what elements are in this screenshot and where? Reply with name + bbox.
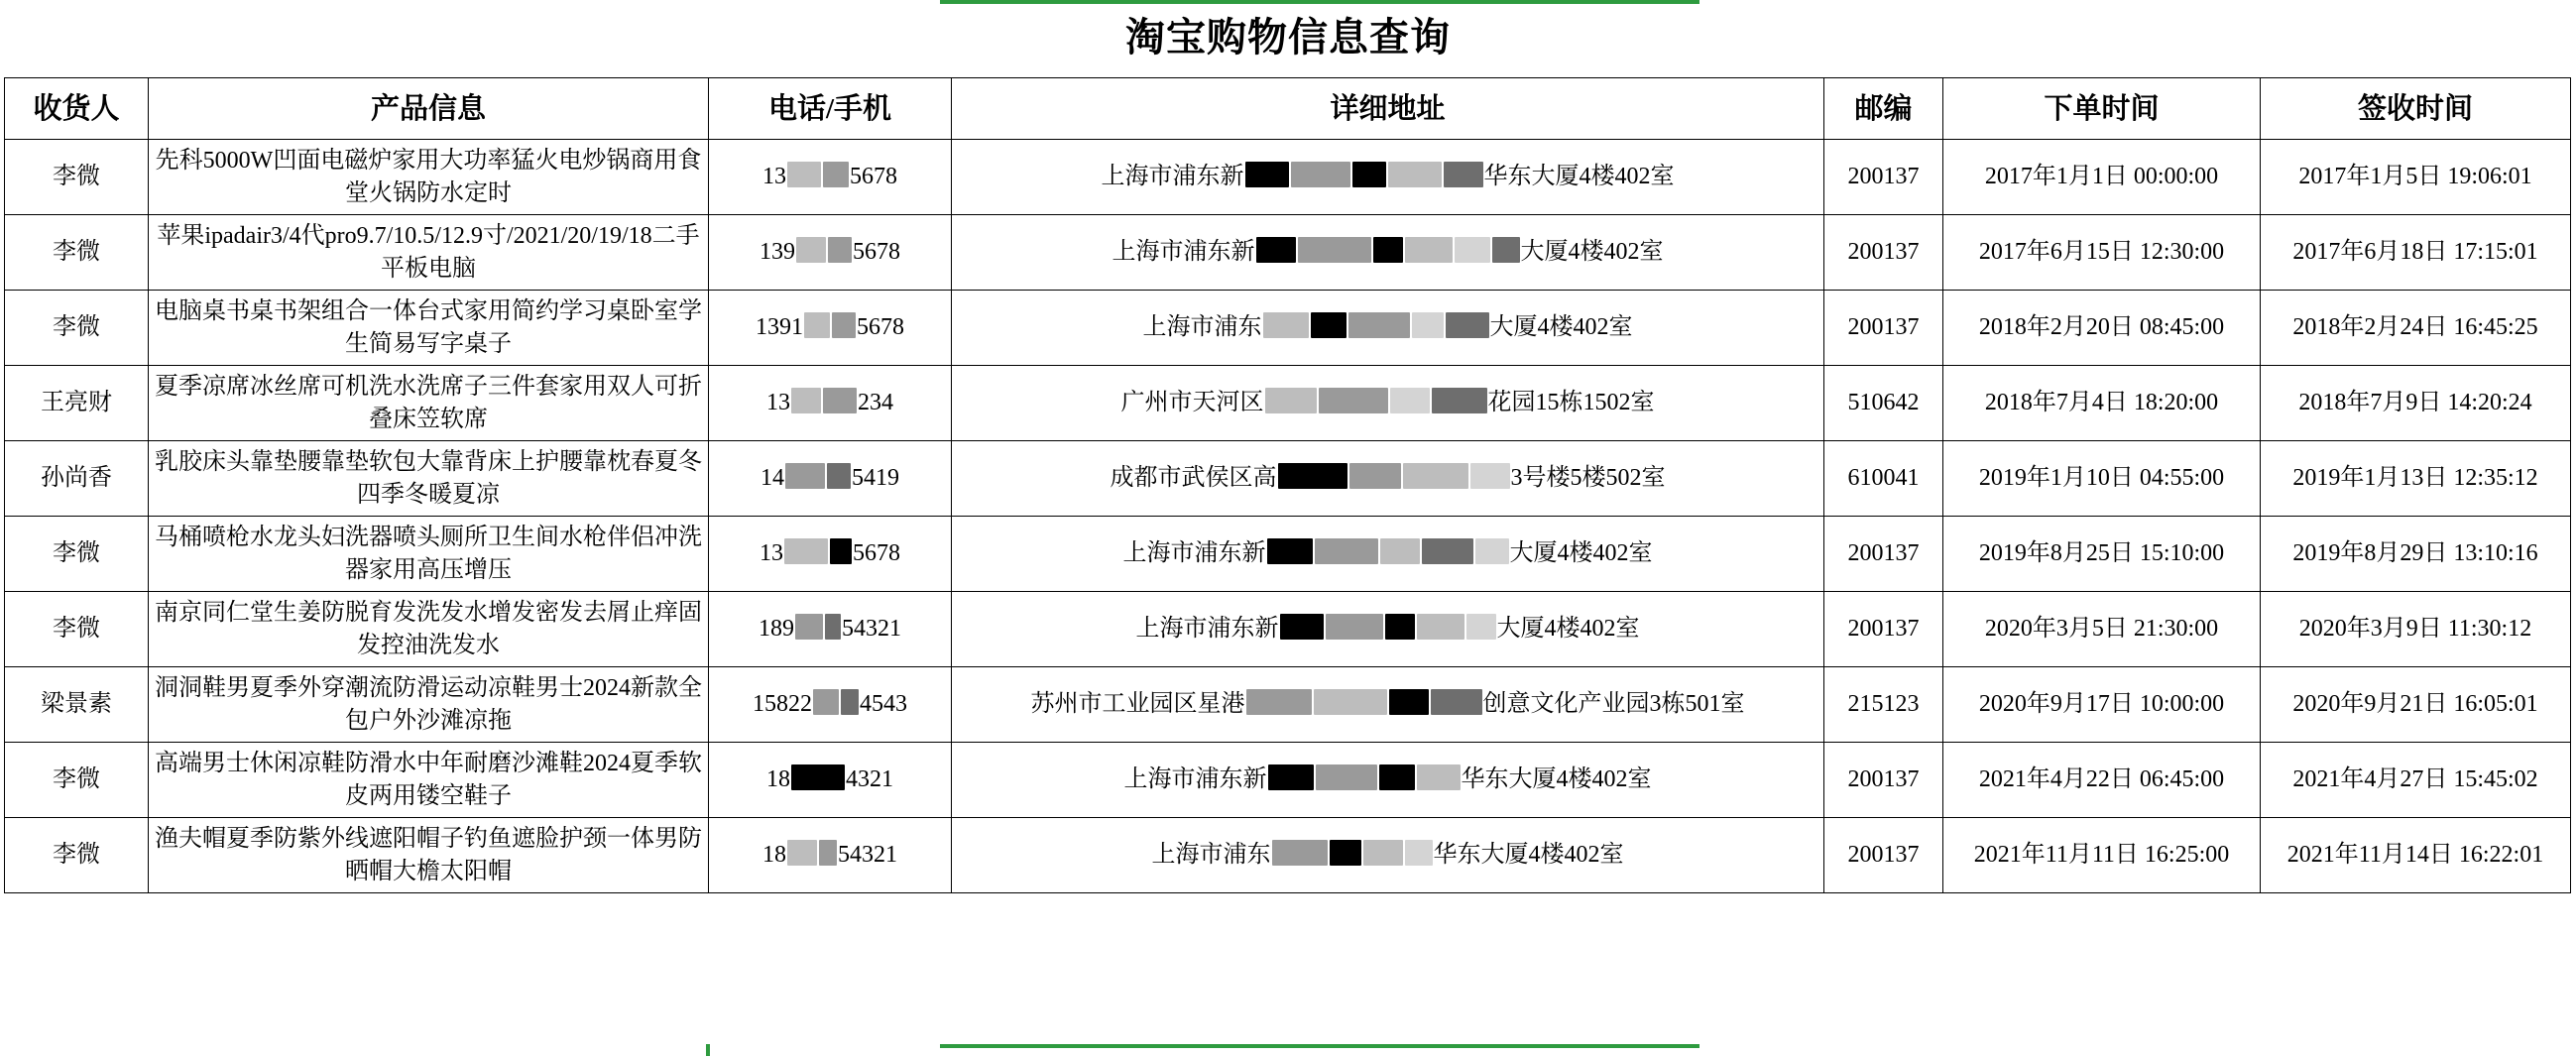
cell-phone — [709, 366, 952, 441]
redaction-block — [1417, 614, 1464, 640]
phone-suffix: 5678 — [850, 164, 897, 189]
cell-recipient: 李微 — [5, 818, 149, 893]
redaction-block — [823, 162, 849, 187]
address-suffix: 华东大厦4楼402室 — [1483, 164, 1675, 189]
phone-suffix: 5678 — [853, 540, 900, 566]
redaction-block — [1267, 538, 1313, 564]
cell-product: 洞洞鞋男夏季外穿潮流防滑运动凉鞋男士2024新款全包户外沙滩凉拖 — [149, 667, 709, 743]
redaction-block — [1385, 614, 1415, 640]
redaction-block — [1492, 237, 1520, 263]
cell-recipient: 李微 — [5, 291, 149, 366]
address-suffix: 华东大厦4楼402室 — [1433, 842, 1624, 868]
redaction-block — [1470, 463, 1510, 489]
phone-suffix: 5419 — [852, 465, 899, 491]
bottom-accent-tick — [706, 1044, 710, 1056]
table-row — [5, 743, 2571, 818]
redaction-block — [1315, 538, 1378, 564]
cell-phone — [709, 517, 952, 592]
cell-phone — [709, 215, 952, 291]
column-header-order-time: 下单时间 — [1943, 78, 2261, 140]
cell-recipient: 孙尚香 — [5, 441, 149, 517]
cell-product: 苹果ipadair3/4代pro9.7/10.5/12.9寸/2021/20/19/18二手平板电脑 — [149, 215, 709, 291]
redaction-block — [828, 237, 852, 263]
address-prefix: 上海市浦东 — [1142, 314, 1262, 340]
redaction-block — [1431, 689, 1482, 715]
address-suffix: 大厦4楼402室 — [1509, 540, 1653, 566]
address-suffix: 创意文化产业园3栋501室 — [1482, 691, 1745, 717]
cell-sign-time: 2021年11月14日 16:22:01 — [2261, 818, 2571, 893]
cell-zip: 200137 — [1824, 517, 1943, 592]
redaction-block — [1263, 312, 1309, 338]
cell-order-time: 2019年1月10日 04:55:00 — [1943, 441, 2261, 517]
cell-product: 马桶喷枪水龙头妇洗器喷头厕所卫生间水枪伴侣冲洗器家用高压增压 — [149, 517, 709, 592]
cell-order-time: 2018年2月20日 08:45:00 — [1943, 291, 2261, 366]
redaction-block — [1412, 312, 1444, 338]
cell-zip: 200137 — [1824, 140, 1943, 215]
redaction-block — [795, 614, 823, 640]
redaction-block — [1405, 237, 1453, 263]
redaction-block — [1389, 689, 1429, 715]
redaction-block — [1380, 538, 1420, 564]
redaction-block — [1326, 614, 1383, 640]
cell-zip: 200137 — [1824, 215, 1943, 291]
table-row — [5, 592, 2571, 667]
address-prefix: 上海市浦东 — [1151, 842, 1271, 868]
redaction-block — [804, 312, 830, 338]
cell-order-time: 2017年1月1日 00:00:00 — [1943, 140, 2261, 215]
phone-prefix: 1391 — [756, 314, 803, 340]
phone-prefix: 189 — [759, 616, 794, 642]
redaction-block — [1446, 312, 1489, 338]
cell-recipient: 李微 — [5, 517, 149, 592]
table-row — [5, 517, 2571, 592]
cell-zip: 510642 — [1824, 366, 1943, 441]
bottom-accent-rule — [940, 1044, 1699, 1048]
cell-product: 高端男士休闲凉鞋防滑水中年耐磨沙滩鞋2024夏季软皮两用镂空鞋子 — [149, 743, 709, 818]
cell-address — [952, 215, 1824, 291]
table-row — [5, 366, 2571, 441]
redaction-block — [1373, 237, 1403, 263]
redaction-block — [1278, 463, 1347, 489]
redaction-block — [791, 764, 845, 790]
phone-prefix: 13 — [766, 390, 790, 415]
redaction-block — [823, 388, 857, 413]
column-header-recipient: 收货人 — [5, 78, 149, 140]
cell-product: 先科5000W凹面电磁炉家用大功率猛火电炒锅商用食堂火锅防水定时 — [149, 140, 709, 215]
redaction-block — [1417, 764, 1461, 790]
cell-address — [952, 441, 1824, 517]
redaction-block — [1311, 312, 1347, 338]
redaction-block — [1432, 388, 1487, 413]
address-prefix: 上海市浦东新 — [1122, 540, 1266, 566]
cell-sign-time: 2020年9月21日 16:05:01 — [2261, 667, 2571, 743]
redaction-block — [1314, 689, 1387, 715]
cell-phone — [709, 140, 952, 215]
address-prefix: 上海市浦东新 — [1123, 766, 1267, 792]
table-row — [5, 818, 2571, 893]
cell-sign-time: 2019年8月29日 13:10:16 — [2261, 517, 2571, 592]
cell-zip: 200137 — [1824, 743, 1943, 818]
cell-phone — [709, 441, 952, 517]
cell-zip: 215123 — [1824, 667, 1943, 743]
column-header-phone: 电话/手机 — [709, 78, 952, 140]
redaction-block — [1363, 840, 1403, 866]
redaction-block — [785, 463, 825, 489]
cell-recipient: 梁景素 — [5, 667, 149, 743]
redaction-block — [1475, 538, 1509, 564]
table-row — [5, 441, 2571, 517]
cell-product: 南京同仁堂生姜防脱育发洗发水增发密发去屑止痒固发控油洗发水 — [149, 592, 709, 667]
phone-suffix: 4321 — [846, 766, 893, 792]
cell-product: 电脑桌书桌书架组合一体台式家用简约学习桌卧室学生简易写字桌子 — [149, 291, 709, 366]
redaction-block — [1256, 237, 1296, 263]
purchase-info-table — [4, 77, 2571, 893]
cell-phone — [709, 592, 952, 667]
phone-suffix: 54321 — [842, 616, 901, 642]
redaction-block — [1319, 388, 1388, 413]
address-suffix: 大厦4楼402室 — [1520, 239, 1664, 265]
address-suffix: 3号楼5楼502室 — [1510, 465, 1666, 491]
phone-suffix: 4543 — [860, 691, 907, 717]
top-accent-rule — [940, 0, 1699, 4]
redaction-block — [841, 689, 859, 715]
redaction-block — [825, 614, 841, 640]
address-suffix: 大厦4楼402室 — [1496, 616, 1640, 642]
cell-address — [952, 818, 1824, 893]
redaction-block — [1280, 614, 1324, 640]
phone-prefix: 139 — [760, 239, 795, 265]
redaction-block — [1388, 162, 1442, 187]
column-header-sign-time: 签收时间 — [2261, 78, 2571, 140]
redaction-block — [1265, 388, 1317, 413]
redaction-block — [1291, 162, 1350, 187]
phone-suffix: 54321 — [838, 842, 897, 868]
cell-address — [952, 743, 1824, 818]
redaction-block — [1272, 840, 1328, 866]
cell-recipient: 李微 — [5, 140, 149, 215]
address-prefix: 上海市浦东新 — [1112, 239, 1255, 265]
redaction-block — [1348, 312, 1410, 338]
cell-phone — [709, 818, 952, 893]
cell-product: 夏季凉席冰丝席可机洗水洗席子三件套家用双人可折叠床笠软席 — [149, 366, 709, 441]
redaction-block — [1390, 388, 1430, 413]
cell-zip: 200137 — [1824, 291, 1943, 366]
cell-zip: 610041 — [1824, 441, 1943, 517]
redaction-block — [787, 840, 817, 866]
phone-prefix: 14 — [761, 465, 784, 491]
redaction-block — [784, 538, 828, 564]
address-prefix: 成都市武侯区高 — [1110, 465, 1277, 491]
phone-suffix: 234 — [858, 390, 893, 415]
cell-phone — [709, 743, 952, 818]
cell-zip: 200137 — [1824, 818, 1943, 893]
cell-address — [952, 592, 1824, 667]
cell-address — [952, 140, 1824, 215]
phone-suffix: 5678 — [857, 314, 904, 340]
cell-product: 乳胶床头靠垫腰靠垫软包大靠背床上护腰靠枕春夏冬四季冬暖夏凉 — [149, 441, 709, 517]
redaction-block — [1403, 463, 1468, 489]
page-title: 淘宝购物信息查询 — [1125, 15, 1451, 59]
column-header-product: 产品信息 — [149, 78, 709, 140]
address-suffix: 花园15栋1502室 — [1487, 390, 1655, 415]
cell-order-time: 2020年9月17日 10:00:00 — [1943, 667, 2261, 743]
column-header-address: 详细地址 — [952, 78, 1824, 140]
redaction-block — [1330, 840, 1361, 866]
table-header-row — [5, 78, 2571, 140]
cell-sign-time: 2020年3月9日 11:30:12 — [2261, 592, 2571, 667]
address-suffix: 华东大厦4楼402室 — [1461, 766, 1652, 792]
cell-address — [952, 366, 1824, 441]
cell-order-time: 2018年7月4日 18:20:00 — [1943, 366, 2261, 441]
cell-recipient: 李微 — [5, 592, 149, 667]
redaction-block — [1422, 538, 1473, 564]
redaction-block — [796, 237, 826, 263]
redaction-block — [1245, 162, 1289, 187]
redaction-block — [830, 538, 852, 564]
address-prefix: 广州市天河区 — [1120, 390, 1264, 415]
column-header-zip: 邮编 — [1824, 78, 1943, 140]
redaction-block — [1379, 764, 1415, 790]
cell-sign-time: 2018年2月24日 16:45:25 — [2261, 291, 2571, 366]
cell-sign-time: 2017年1月5日 19:06:01 — [2261, 140, 2571, 215]
table-row — [5, 667, 2571, 743]
redaction-block — [1316, 764, 1377, 790]
address-prefix: 苏州市工业园区星港 — [1030, 691, 1245, 717]
cell-address — [952, 667, 1824, 743]
table-row — [5, 140, 2571, 215]
cell-recipient: 李微 — [5, 215, 149, 291]
cell-order-time: 2019年8月25日 15:10:00 — [1943, 517, 2261, 592]
redaction-block — [1246, 689, 1312, 715]
phone-prefix: 15822 — [753, 691, 812, 717]
phone-prefix: 13 — [762, 164, 786, 189]
cell-sign-time: 2018年7月9日 14:20:24 — [2261, 366, 2571, 441]
cell-phone — [709, 291, 952, 366]
redaction-block — [1444, 162, 1483, 187]
redaction-block — [1455, 237, 1490, 263]
cell-zip: 200137 — [1824, 592, 1943, 667]
redaction-block — [791, 388, 821, 413]
redaction-block — [787, 162, 821, 187]
redaction-block — [1298, 237, 1371, 263]
redaction-block — [827, 463, 851, 489]
redaction-block — [1352, 162, 1386, 187]
table-row — [5, 291, 2571, 366]
address-prefix: 上海市浦东新 — [1135, 616, 1279, 642]
redaction-block — [813, 689, 839, 715]
cell-order-time: 2021年11月11日 16:25:00 — [1943, 818, 2261, 893]
cell-address — [952, 517, 1824, 592]
redaction-block — [832, 312, 856, 338]
cell-address — [952, 291, 1824, 366]
cell-order-time: 2021年4月22日 06:45:00 — [1943, 743, 2261, 818]
cell-sign-time: 2021年4月27日 15:45:02 — [2261, 743, 2571, 818]
cell-phone — [709, 667, 952, 743]
cell-sign-time: 2019年1月13日 12:35:12 — [2261, 441, 2571, 517]
redaction-block — [1405, 840, 1433, 866]
cell-order-time: 2017年6月15日 12:30:00 — [1943, 215, 2261, 291]
redaction-block — [1268, 764, 1314, 790]
cell-sign-time: 2017年6月18日 17:15:01 — [2261, 215, 2571, 291]
cell-order-time: 2020年3月5日 21:30:00 — [1943, 592, 2261, 667]
address-suffix: 大厦4楼402室 — [1489, 314, 1633, 340]
phone-prefix: 18 — [762, 842, 786, 868]
redaction-block — [819, 840, 837, 866]
phone-prefix: 13 — [760, 540, 783, 566]
phone-prefix: 18 — [766, 766, 790, 792]
cell-recipient: 王亮财 — [5, 366, 149, 441]
cell-product: 渔夫帽夏季防紫外线遮阳帽子钓鱼遮脸护颈一体男防晒帽大檐太阳帽 — [149, 818, 709, 893]
cell-recipient: 李微 — [5, 743, 149, 818]
table-row — [5, 215, 2571, 291]
phone-suffix: 5678 — [853, 239, 900, 265]
redaction-block — [1349, 463, 1401, 489]
address-prefix: 上海市浦东新 — [1101, 164, 1244, 189]
redaction-block — [1466, 614, 1496, 640]
